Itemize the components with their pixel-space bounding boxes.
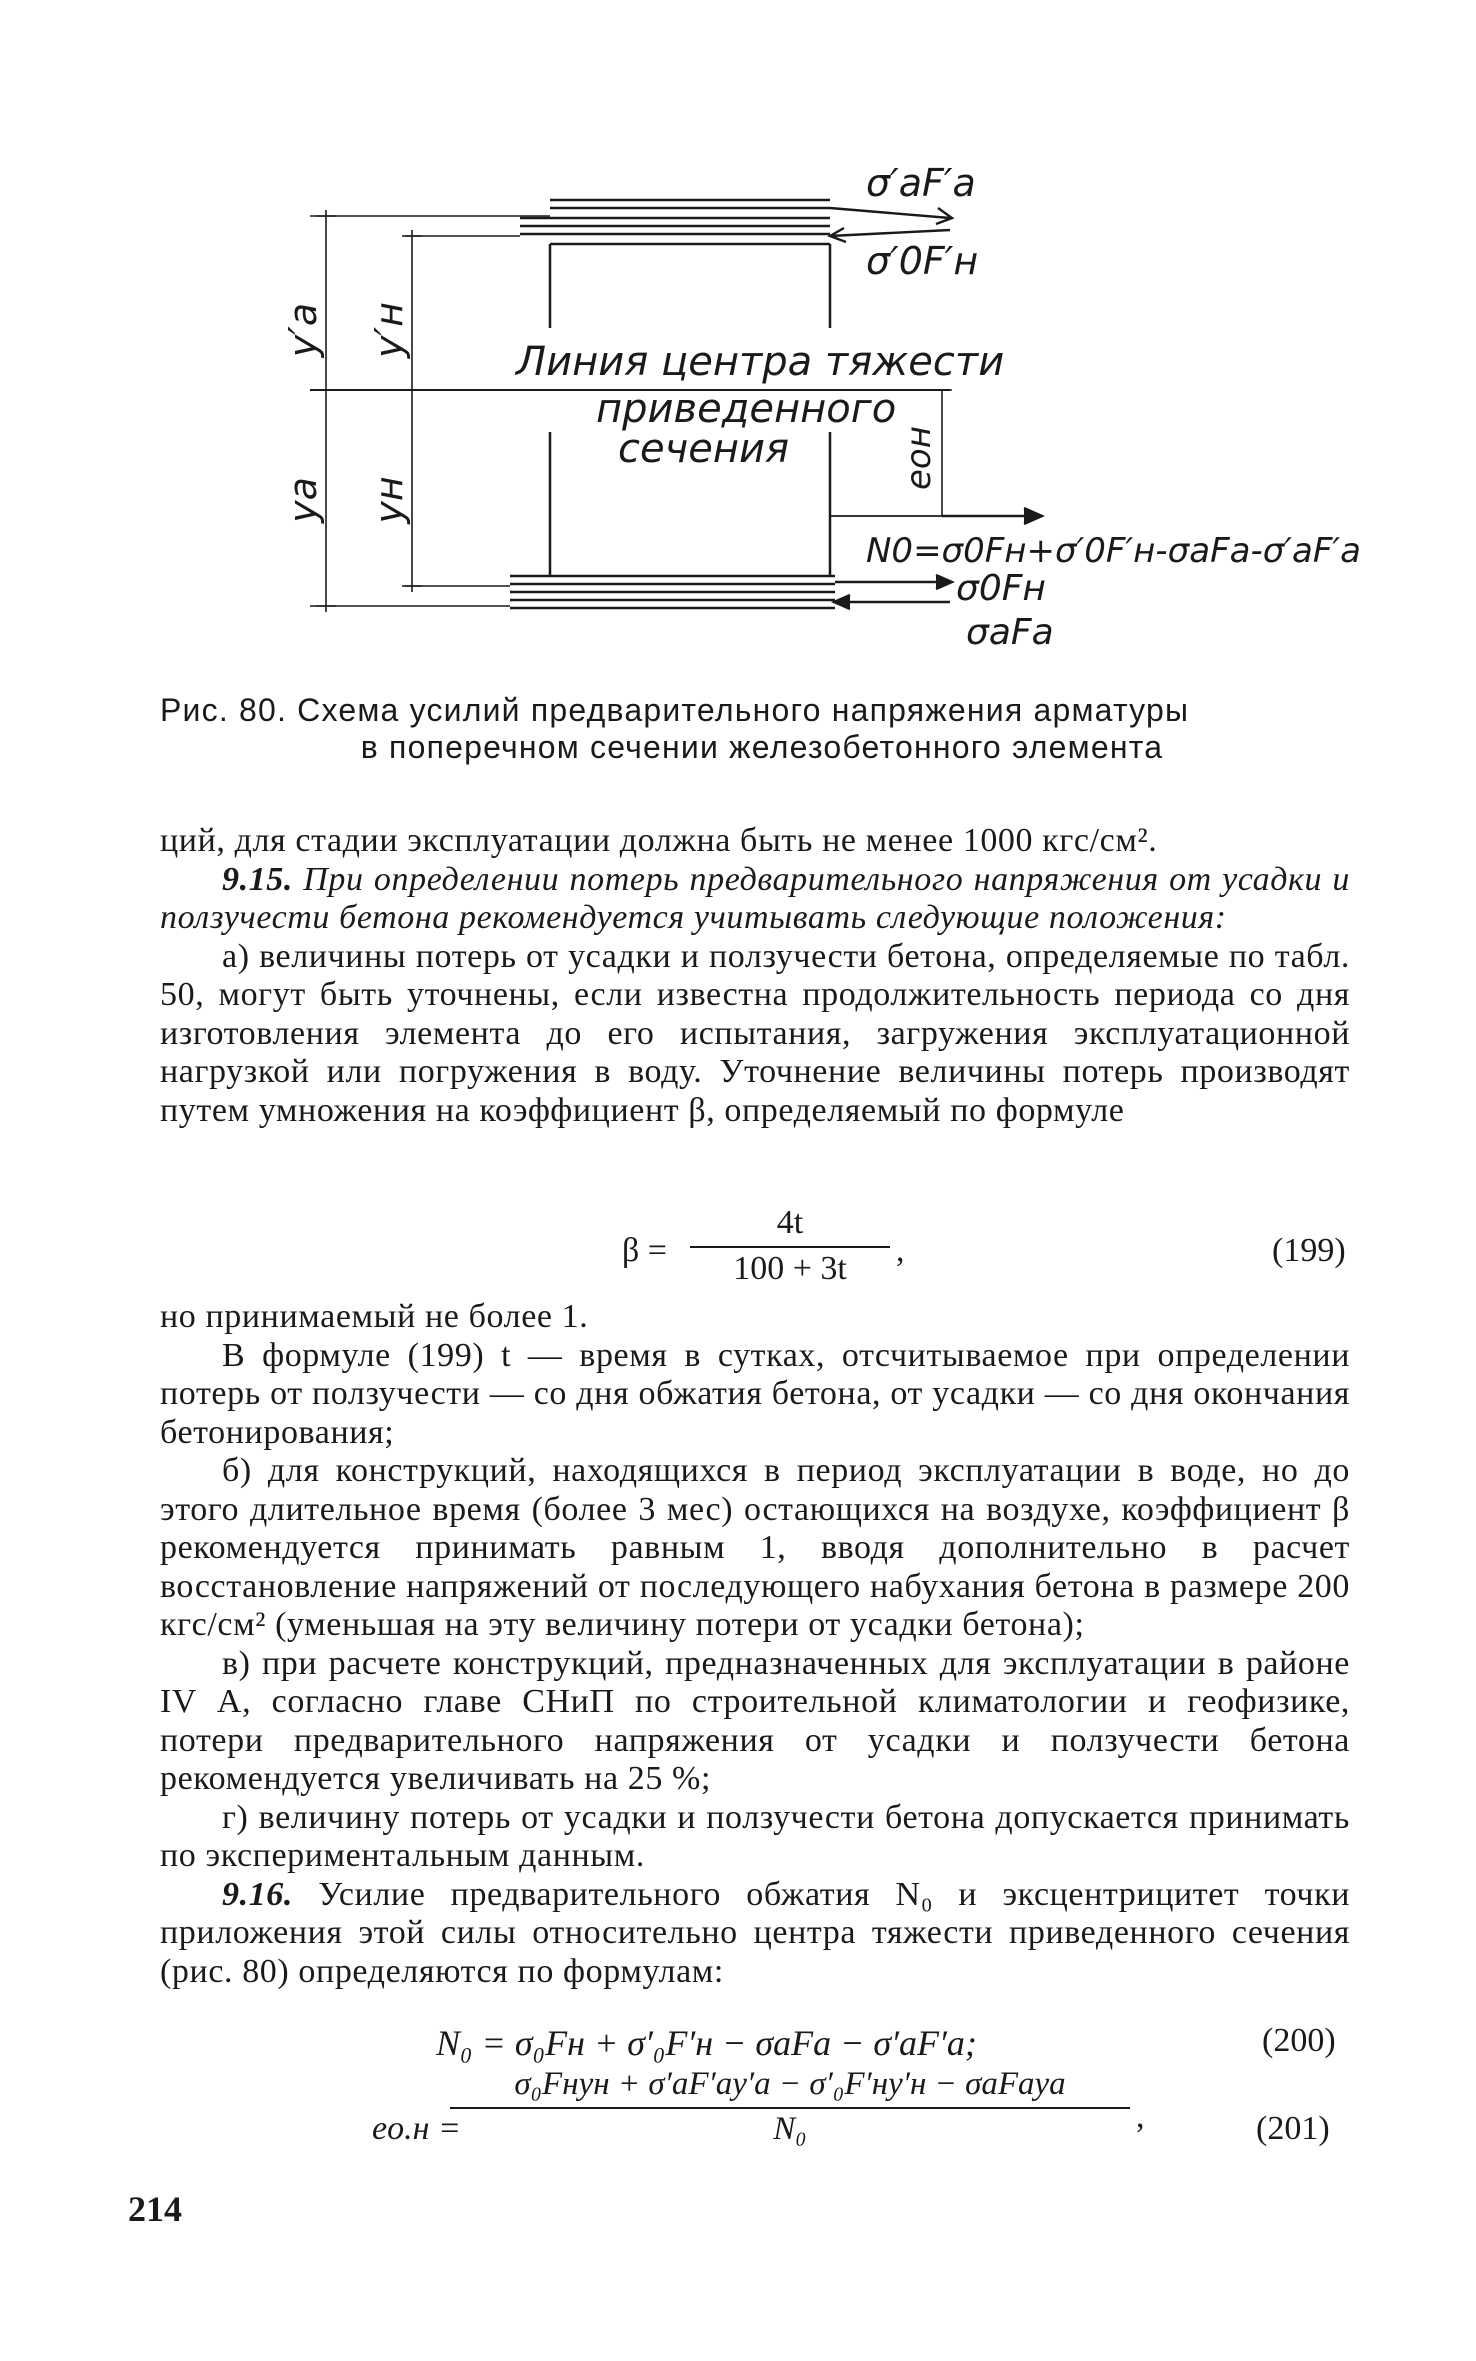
label-sigma-a-fa: σаFа: [966, 612, 1054, 653]
eq201-numerator: σ₀Fнyн + σ′аF′аy′а − σ′₀F′нy′н − σаFаyа: [450, 2066, 1130, 2109]
eq201-denominator: N₀: [773, 2111, 807, 2147]
section-text: При определении потерь предварительного напряжения от усадки и ползучести бетона рекомендуется учитывать следующие положения:: [160, 860, 1350, 936]
label-reduced: приведенного: [596, 386, 897, 432]
eq201-lhs: eо.н =: [372, 2110, 461, 2147]
section-number: 9.16.: [222, 1875, 293, 1913]
paragraph-formula-t: В формуле (199) t — время в сутках, отсчитываемое при определении потерь от ползучести — со дня обжатия бетона, от усадки — со дня окончания бетонирования;: [160, 1336, 1350, 1451]
list-item-a: а) величины потерь от усадки и ползучести бетона, определяемые по табл. 50, могут быть уточнены, если известна продолжительность периода со дня изготовления элемента до его испытания, загружения эксплуатационной нагрузкой или погружения в воду. Уточнение величины потерь производят путем умножения на коэффициент β, определяемый по формуле: [160, 937, 1350, 1129]
eq199-number: (199): [1272, 1232, 1346, 1269]
bottom-reinforcement-bars: [510, 576, 835, 608]
eq199-denominator: 100 + 3t: [733, 1250, 847, 1287]
eq199-numerator: 4t: [690, 1204, 890, 1248]
label-sigma0-fn: σ0Fн: [956, 568, 1046, 609]
list-item-v: в) при расчете конструкций, предназначенных для эксплуатации в районе IV А, согласно главе СНиП по строительной климатологии и геофизике, потери предварительного напряжения от усадки и ползучести бетона рекомендуется увеличивать на 25 %;: [160, 1644, 1350, 1797]
eq201-number: (201): [1256, 2110, 1330, 2147]
label-centroid-line: Линия центра тяжести: [516, 339, 1005, 385]
label-section: сечения: [618, 426, 790, 472]
caption-line-2: в поперечном сечении железобетонного элемента: [360, 729, 1164, 765]
label-ya-prime: y′а: [281, 302, 325, 358]
section-number: 9.15.: [222, 860, 293, 898]
label-eon: eон: [899, 426, 939, 490]
label-yn-prime: y′н: [367, 302, 411, 358]
label-ya: yа: [281, 477, 325, 523]
section-9-16: [160, 1876, 1350, 1992]
label-yn: yн: [367, 476, 411, 524]
eq199-fraction: [690, 1204, 890, 1288]
caption-line-1: Рис. 80. Схема усилий предварительного напряжения арматуры: [160, 692, 1190, 728]
paragraph-continuation: ций, для стадии эксплуатации должна быть не менее 1000 кгс/см².: [160, 822, 1158, 859]
list-item-g: г) величину потерь от усадки и ползучести бетона допускается принимать по экспериментальным данным.: [160, 1798, 1350, 1874]
prestress-force-diagram: [0, 0, 1476, 680]
eq200: N₀ = σ₀Fн + σ′₀F′н − σаFа − σ′аF′а;: [436, 2023, 977, 2063]
body-block-1: [160, 822, 1350, 1130]
eq200-number: (200): [1262, 2022, 1336, 2059]
body-block-2: [160, 1298, 1350, 1991]
eq199-tail: ,: [896, 1232, 905, 1269]
section-text: Усилие предварительного обжатия N₀ и эксцентрицитет точки приложения этой силы относительно центра тяжести приведенного сечения (рис. 80) определяются по формулам:: [160, 1875, 1350, 1990]
top-reinforcement-bars: [520, 200, 830, 244]
eq201-tail: ,: [1136, 2098, 1145, 2135]
section-9-15: [160, 861, 1350, 938]
list-item-b: б) для конструкций, находящихся в период эксплуатации в воде, но до этого длительное время (более 3 мес) остающихся на воздухе, коэффициент β рекомендуется принимать равным 1, вводя дополнительно в расчет восстановление напряжений от последующего набухания бетона в размере 200 кгс/см² (уменьшая на эту величину потери от усадки бетона);: [160, 1452, 1350, 1643]
label-sigma0-prime: σ′0F′н: [866, 239, 979, 283]
page-number: 214: [128, 2189, 182, 2229]
eq199-lhs: β =: [622, 1232, 667, 1269]
paragraph-not-more: но принимаемый не более 1.: [160, 1298, 589, 1335]
figure-caption: [160, 692, 1360, 766]
eq201-fraction: [450, 2066, 1130, 2148]
label-sigma-a-prime: σ′аF′а: [866, 161, 976, 205]
label-n0-formula: N0=σ0Fн+σ′0F′н-σаFа-σ′аF′а: [866, 531, 1361, 571]
